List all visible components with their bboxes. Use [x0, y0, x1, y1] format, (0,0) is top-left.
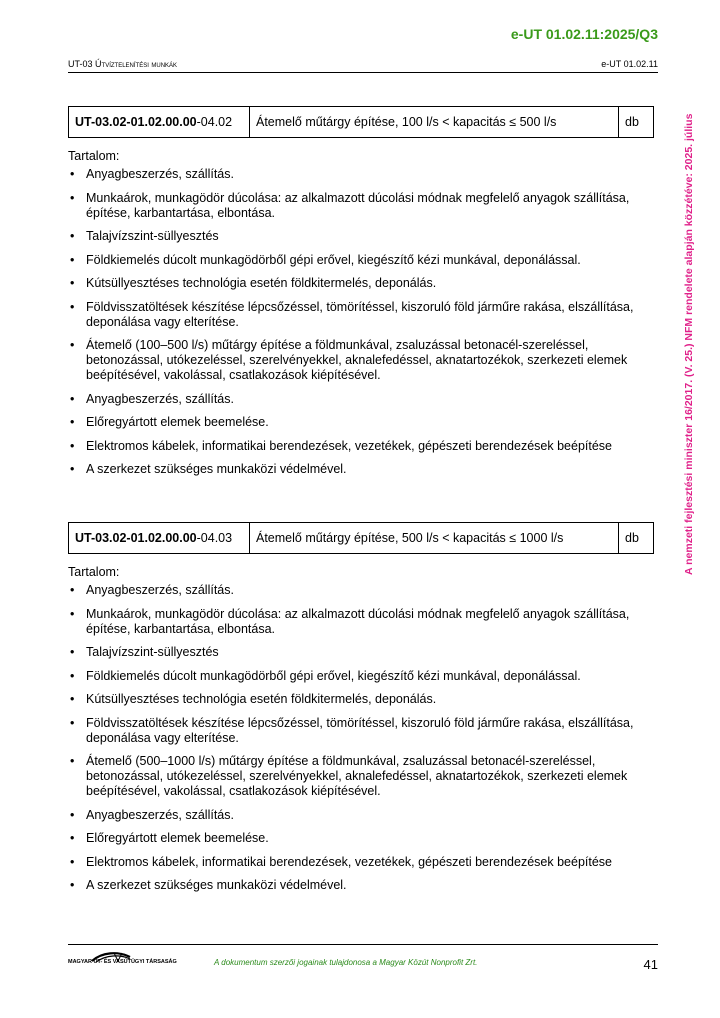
list-item: • Elektromos kábelek, informatikai berendezések, vezetékek, gépészeti berendezések beépítése [68, 855, 654, 870]
list-item: • Anyagbeszerzés, szállítás. [68, 808, 654, 823]
list-item: • Talajvízszint-süllyesztés [68, 645, 654, 660]
list-item: • Előregyártott elemek beemelése. [68, 831, 654, 846]
list-item: • Anyagbeszerzés, szállítás. [68, 167, 654, 182]
list-item: • A szerkezet szükséges munkaközi védelmével. [68, 462, 654, 477]
chapter-title: Útvíztelenítési munkák [95, 59, 178, 69]
list-item: • Előregyártott elemek beemelése. [68, 415, 654, 430]
side-publication-note: A nemzeti fejlesztési miniszter 16/2017. (V. 25.) NFM rendelete alapján közzétéve: 2025. július [683, 113, 695, 575]
list-item: • Földvisszatöltések készítése lépcsőzéssel, tömörítéssel, kiszoruló föld járműre rakása, elszállítása, deponálása vagy elterítése. [68, 716, 654, 746]
society-logo-text: MAGYAR ÚT- ÉS VASÚTÜGYI TÁRSASÁG [68, 959, 177, 965]
page-number: 41 [643, 957, 658, 972]
list-item: • Talajvízszint-süllyesztés [68, 229, 654, 244]
list-item: • Földkiemelés dúcolt munkagödörből gépi erővel, kiegészítő kézi munkával, deponálással. [68, 669, 654, 684]
item-code-cell [69, 523, 250, 554]
running-header [68, 58, 658, 73]
item-unit: db [619, 107, 654, 138]
item-header-table [68, 106, 654, 138]
item-code-bold: UT-03.02-01.02.00.00 [75, 531, 197, 545]
list-item: • Földvisszatöltések készítése lépcsőzéssel, tömörítéssel, kiszoruló föld járműre rakása, elszállítása, deponálása vagy elterítése. [68, 300, 654, 330]
list-item: • Kútsüllyesztéses technológia esetén földkitermelés, deponálás. [68, 276, 654, 291]
item-code-suffix: -04.02 [196, 115, 233, 129]
item-description: Átemelő műtárgy építése, 100 l/s < kapacitás ≤ 500 l/s [250, 107, 619, 138]
list-item: • Kútsüllyesztéses technológia esetén földkitermelés, deponálás. [68, 692, 654, 707]
list-item: • Anyagbeszerzés, szállítás. [68, 392, 654, 407]
list-item: • Átemelő (100–500 l/s) műtárgy építése a földmunkával, zsaluzással betonacél-szereléssel, betonozással, utókezeléssel, szerelvényekkel, aknalefedéssel, aknatartozékok, szerkezeti elemek beépítésével, vakolással, csatlakozások kiépítésével. [68, 338, 654, 383]
list-item: • A szerkezet szükséges munkaközi védelmével. [68, 878, 654, 893]
chapter-code: UT-03 [68, 59, 93, 69]
list-item: • Munkaárok, munkagödör dúcolása: az alkalmazott dúcolási módnak megfelelő anyagok szállítása, építése, karbantartása, elbontása. [68, 607, 654, 637]
copyright-notice: A dokumentum szerzői jogainak tulajdonosa a Magyar Közút Nonprofit Zrt. [214, 958, 478, 967]
item-code-cell [69, 107, 250, 138]
list-item: • Átemelő (500–1000 l/s) műtárgy építése a földmunkával, zsaluzással betonacél-szereléssel, betonozással, utókezeléssel, szerelvényekkel, aknalefedéssel, aknatartozékok, szerkezeti elemek beépítésével, vakolással, csatlakozások kiépítésével. [68, 754, 654, 799]
item-description: Átemelő műtárgy építése, 500 l/s < kapacitás ≤ 1000 l/s [250, 523, 619, 554]
content-label: Tartalom: [68, 565, 120, 579]
page-footer [68, 944, 658, 972]
item-section-2 [68, 522, 654, 902]
list-item: • Munkaárok, munkagödör dúcolása: az alkalmazott dúcolási módnak megfelelő anyagok szállítása, építése, karbantartása, elbontása. [68, 191, 654, 221]
content-list [68, 167, 654, 477]
list-item: • Elektromos kábelek, informatikai berendezések, vezetékek, gépészeti berendezések beépítése [68, 439, 654, 454]
content-list [68, 583, 654, 893]
item-section-1 [68, 106, 654, 486]
running-header-right: e-UT 01.02.11 [601, 59, 658, 69]
list-item: • Anyagbeszerzés, szállítás. [68, 583, 654, 598]
item-header-table [68, 522, 654, 554]
doc-code: e-UT 01.02.11:2025/Q3 [510, 26, 658, 42]
item-header-row [69, 107, 654, 138]
running-header-left [68, 59, 177, 69]
item-unit: db [619, 523, 654, 554]
content-label: Tartalom: [68, 149, 120, 163]
item-header-row [69, 523, 654, 554]
item-code-bold: UT-03.02-01.02.00.00 [75, 115, 197, 129]
item-code-suffix: -04.03 [196, 531, 233, 545]
list-item: • Földkiemelés dúcolt munkagödörből gépi erővel, kiegészítő kézi munkával, deponálással. [68, 253, 654, 268]
